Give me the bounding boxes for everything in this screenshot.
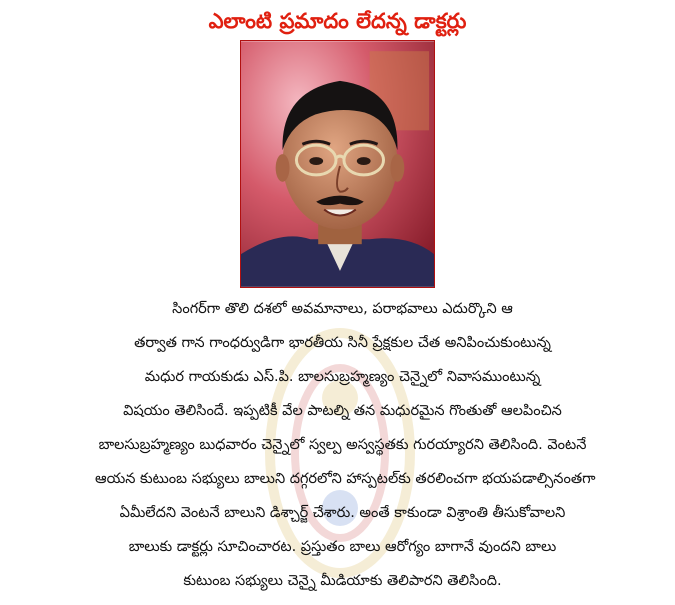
article-line: బాలసుబ్రహ్మణ్యం బుధవారం చెన్నైలో స్వల్ప అస్వస్థతకు గురయ్యారని తెలిసింది. వెంటనే [98,437,587,453]
article-line: సింగర్‌గా తొలి దశలో అవమానాలు, పరాభవాలు ఎదుర్కొని ఆ [172,301,513,317]
article-line: మధుర గాయకుడు ఎస్.పి. బాలసుబ్రహ్మణ్యం చెన్నైలో నివాసముంటున్న [144,369,541,385]
article-line: కుటుంబ సభ్యులు చెన్నై మీడియాకు తెలిపారని తెలిసింది. [183,573,502,589]
article-line: విషయం తెలిసిందే. ఇప్పటికీ వేల పాటల్ని తన మధురమైన గొంతుతో ఆలపించిన [123,403,562,419]
article-line: బాలుకు డాక్టర్లు సూచించారట. ప్రస్తుతం బాలు ఆరోగ్యం బాగానే వుందని బాలు [128,539,557,555]
article-line: ఆయన కుటుంబ సభ్యులు బాలుని దగ్గరలోని హాస్పటల్‌కు తరలించగా భయపడాల్సినంతగా [95,471,596,487]
headline: ఎలాంటి ప్రమాదం లేదన్న డాక్టర్లు [208,9,467,33]
article-line: తర్వాత గాన గాంధర్వుడిగా భారతీయ సినీ ప్రేక్షకుల చేత అనిపించుకుంటున్న [134,335,551,351]
article-line: ఏమీలేదని వెంటనే బాలుని డిశ్చార్జ్ చేశారు. అంతే కాకుండా విశ్రాంతి తీసుకోవాలని [119,505,566,521]
singer-portrait-photo [240,40,435,288]
article-body [95,292,596,598]
portrait-illustration [241,41,434,287]
